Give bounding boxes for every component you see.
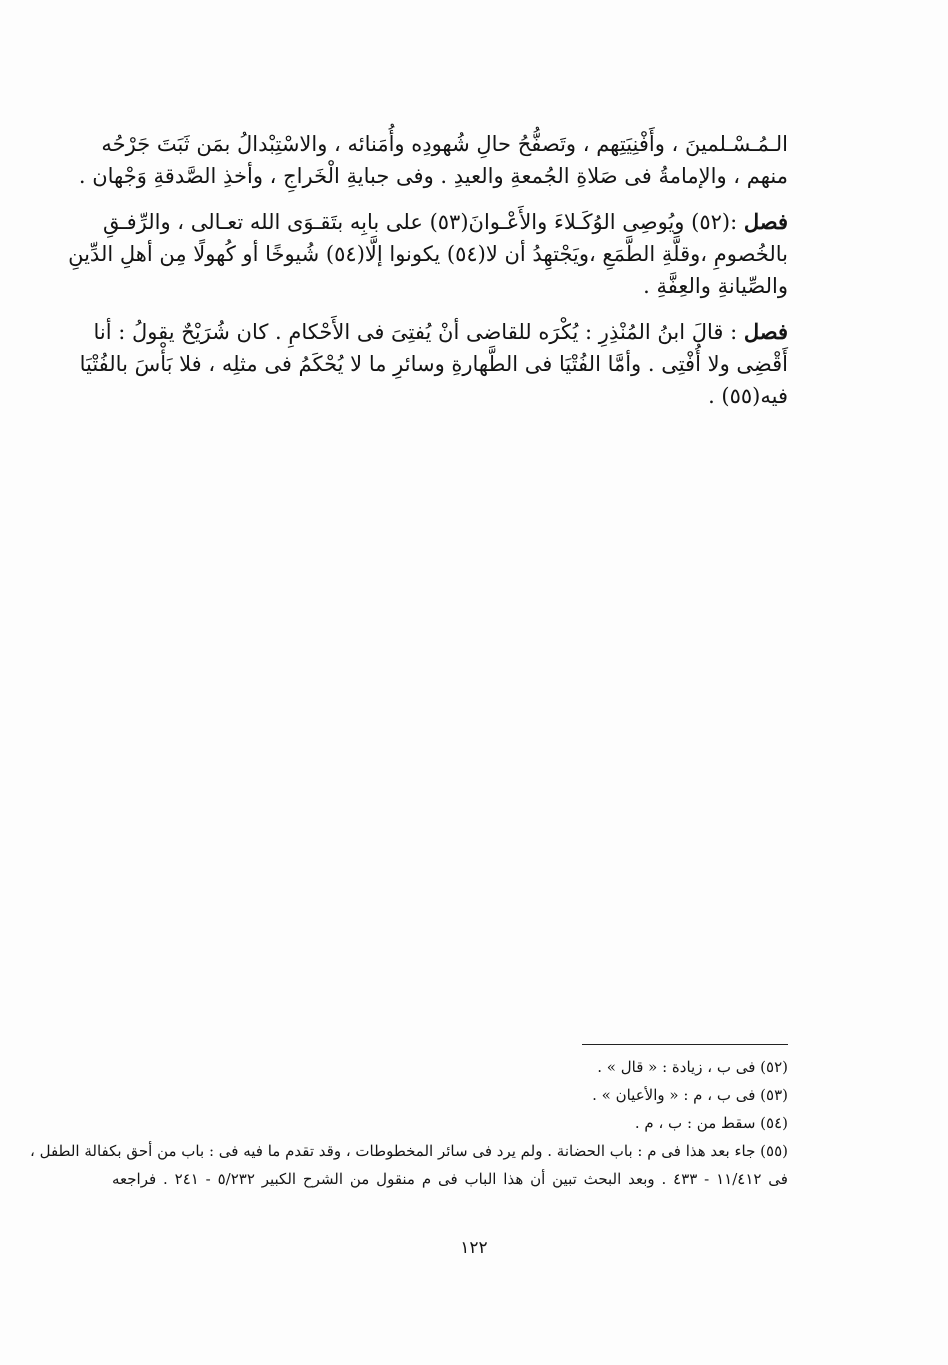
section-label: فصل — [743, 209, 788, 234]
text-line — [102, 206, 788, 238]
footnote: (٥٤) سقط من : ب ، م . — [634, 1114, 788, 1132]
section-label: فصل — [743, 319, 788, 344]
text-line — [93, 316, 788, 348]
footnote: (٥٥) جاء بعد هذا فى م : باب الحضانة . ولم يرد فى سائر المخطوطات ، وقد تقدم ما فيه فى : باب من أحق بكفالة الطفل ، — [30, 1142, 788, 1160]
text-line: بالخُصومِ ،وقلَّةِ الطَّمَعِ ،ويَجْتهِدُ أن لا(٥٤) يكونوا إلَّا(٥٤) شُيوخًا أو كُهولًا مِن أهلِ الدِّينِ — [68, 242, 788, 266]
paragraph-1 — [78, 128, 788, 192]
text-segment: :(٥٢) ويُوصِى الوُكَـلاءَ والأَعْـوانَ(٥٣) على بابِه بتَقـوَى الله تعـالى ، والرِّفـقِ — [102, 210, 738, 234]
text-line: فيه(٥٥) . — [708, 384, 788, 408]
text-line: منهم ، والإمامةُ فى صَلاةِ الجُمعةِ والعيدِ . وفى جبايةِ الْخَراجِ ، وأخذِ الصَّدقةِ وَجْهان . — [78, 164, 788, 188]
footnote: (٥٢) فى ب ، زيادة : « قال » . — [597, 1058, 788, 1076]
text-line: أَقْضِى ولا أُفْتِى . وأمَّا الفُتْيَا فى الطَّهارةِ وسائرِ ما لا يُحْكَمُ فى مثلِه ، فلا بَأْسَ بالفُتْيَا — [79, 352, 788, 376]
footnotes — [30, 1053, 788, 1193]
page-number: ١٢٢ — [460, 1238, 488, 1258]
footnote: (٥٣) فى ب ، م : « والأعيان » . — [592, 1086, 788, 1104]
paragraph-2 — [68, 206, 788, 302]
text-line: الـمُـسْـلمينَ ، وأَفْنِيَتِهم ، وتَصفُّحُ حالِ شُهودِه وأُمَنائه ، والاسْتِبْدالُ بمَن ثَبَتَ جَرْحُه — [101, 132, 788, 156]
main-text — [68, 128, 788, 426]
text-segment: : قالَ ابنُ المُنْذِرِ : يُكْرَه للقاضى أنْ يُفتِىَ فى الأَحْكامِ . كان شُرَيْحٌ يقولُ : أنا — [93, 320, 738, 344]
text-line: والصِّيانةِ والعِفَّةِ . — [643, 274, 788, 298]
footnote: فى ١١/٤١٢ - ٤٣٣ . وبعد البحث تبين أن هذا الباب فى م منقول من الشرح الكبير ٥/٢٣٢ - ٢٤١ . فراجعه — [112, 1170, 788, 1188]
footnote-separator — [582, 1044, 788, 1045]
paragraph-3 — [79, 316, 788, 412]
